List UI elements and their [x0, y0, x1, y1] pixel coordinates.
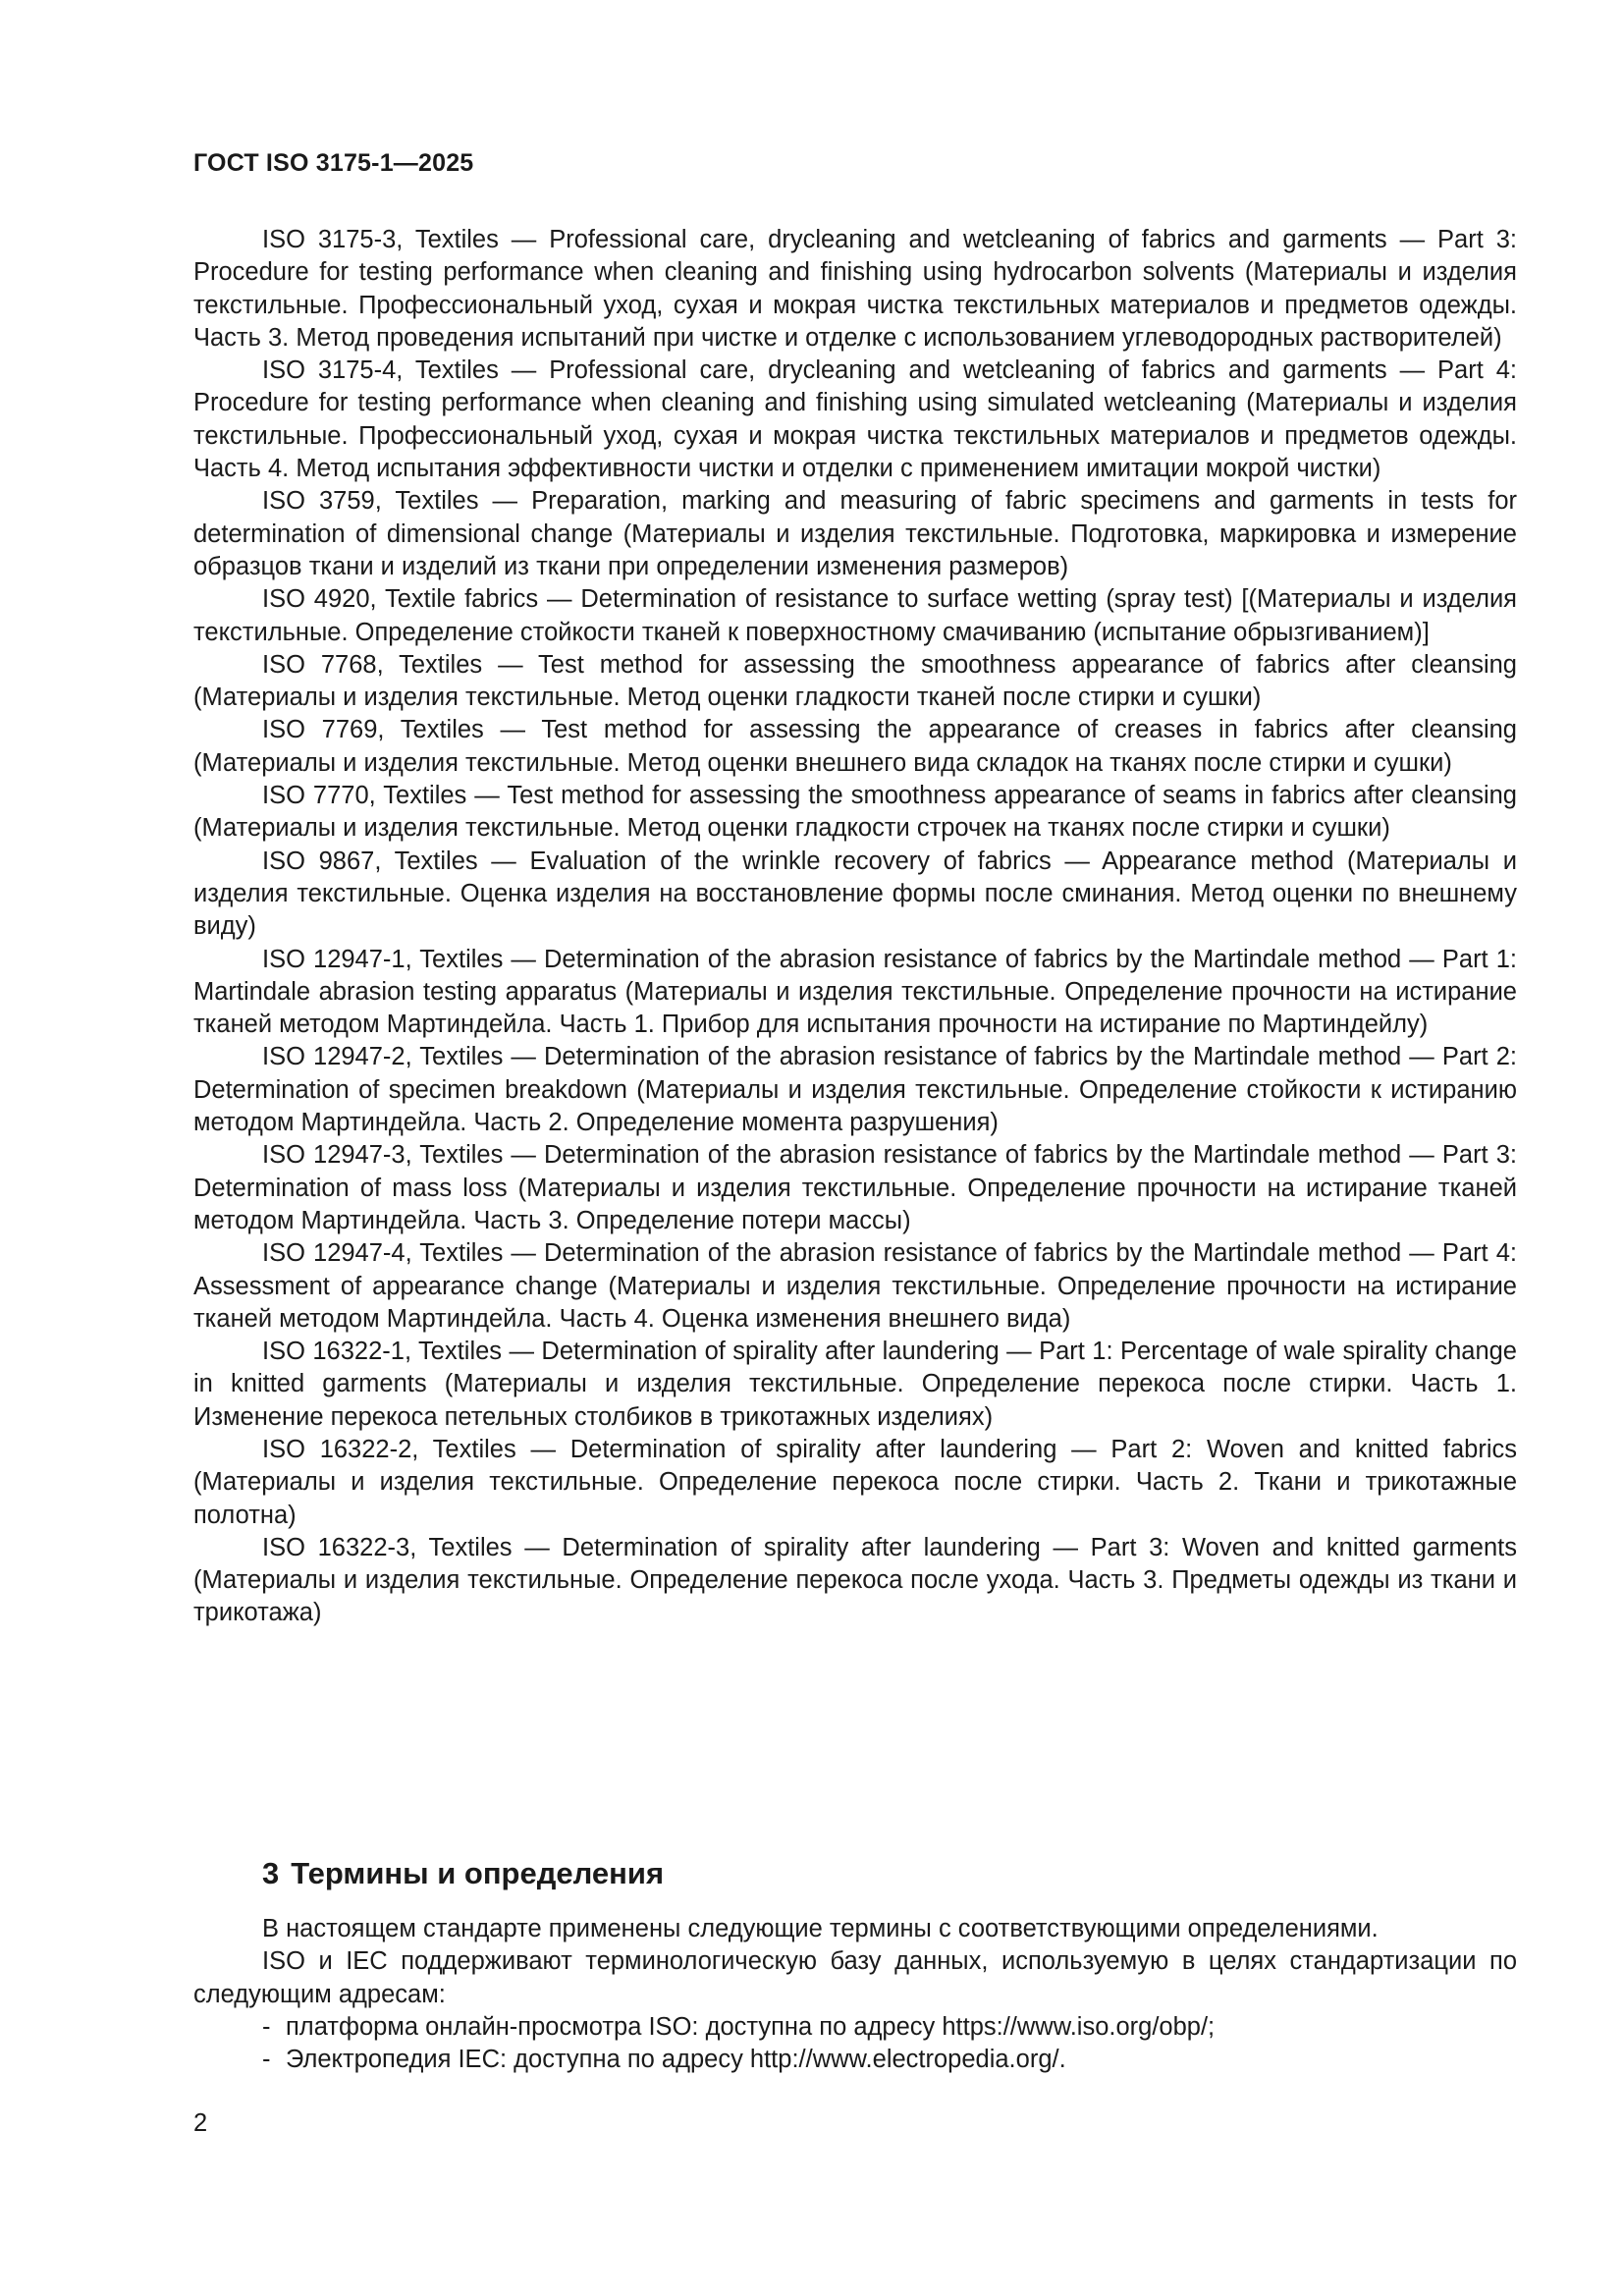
reference-item: ISO 12947-4, Textiles — Determination of the abrasion resistance of fabrics by the Martindale method — Part 4: Assessment of appearance change (Материалы и изделия текстильные. Определение прочности на истирание тканей методом Мартиндейла. Часть 4. Оценка изменения внешнего вида): [193, 1239, 1517, 1333]
section-title-text: Термины и определения: [291, 1856, 665, 1890]
reference-item: ISO 7769, Textiles — Test method for assessing the appearance of creases in fabrics after cleansing (Материалы и изделия текстильные. Метод оценки внешнего вида складок на тканях после стирки и сушки): [193, 716, 1517, 777]
reference-item: ISO 4920, Textile fabrics — Determination of resistance to surface wetting (spray test) [(Материалы и изделия текстильные. Определение стойкости тканей к поверхностному смачиванию (испытание обрызгиванием)]: [193, 585, 1517, 646]
bullet-marker: -: [262, 2012, 271, 2041]
bullet-item: [193, 2011, 1517, 2044]
reference-item: ISO 9867, Textiles — Evaluation of the wrinkle recovery of fabrics — Appearance method (Материалы и изделия текстильные. Оценка изделия на восстановление формы после сминания. Метод оценки по внешнему виду): [193, 847, 1517, 941]
section-number: 3: [262, 1856, 280, 1890]
reference-item: ISO 16322-1, Textiles — Determination of spirality after laundering — Part 1: Percentage of wale spirality change in knitted garments (Материалы и изделия текстильные. Определение перекоса после стирки. Часть 1. Изменение перекоса петельных столбиков в трикотажных изделиях): [193, 1338, 1517, 1431]
page-number: 2: [193, 2109, 208, 2137]
reference-item: ISO 7770, Textiles — Test method for assessing the smoothness appearance of seams in fabrics after cleansing (Материалы и изделия текстильные. Метод оценки гладкости строчек на тканях после стирки и сушки): [193, 782, 1517, 843]
reference-item: ISO 7768, Textiles — Test method for assessing the smoothness appearance of fabrics after cleansing (Материалы и изделия текстильные. Метод оценки гладкости тканей после стирки и сушки): [193, 650, 1517, 712]
bullet-item: [193, 2044, 1517, 2076]
section-heading: [262, 1856, 664, 1891]
bullet-marker: -: [262, 2046, 271, 2074]
section-paragraph: В настоящем стандарте применены следующие термины с соответствующими определениями.: [262, 1915, 1379, 1942]
reference-item: ISO 16322-3, Textiles — Determination of spirality after laundering — Part 3: Woven and knitted garments (Материалы и изделия текстильные. Определение перекоса после ухода. Часть 3. Предметы одежды из ткани и трикотажа): [193, 1533, 1517, 1627]
bullet-text: платформа онлайн-просмотра ISO: доступна по адресу https://www.iso.org/obp/;: [286, 2012, 1216, 2041]
reference-item: ISO 3175-3, Textiles — Professional care, drycleaning and wetcleaning of fabrics and garments — Part 3: Procedure for testing performance when cleaning and finishing using hydrocarbon solvents (Материалы и изделия текстильные. Профессиональный уход, сухая и мокрая чистка текстильных материалов и предметов одежды. Часть 3. Метод проведения испытаний при чистке и отделке с использованием углеводородных растворителей): [193, 226, 1517, 352]
reference-item: ISO 16322-2, Textiles — Determination of spirality after laundering — Part 2: Woven and knitted fabrics (Материалы и изделия текстильные. Определение перекоса после стирки. Часть 2. Ткани и трикотажные полотна): [193, 1435, 1517, 1529]
reference-item: ISO 12947-2, Textiles — Determination of the abrasion resistance of fabrics by the Martindale method — Part 2: Determination of specimen breakdown (Материалы и изделия текстильные. Определение стойкости к истиранию методом Мартиндейла. Часть 2. Определение момента разрушения): [193, 1043, 1517, 1137]
bullet-text: Электропедия IEC: доступна по адресу http://www.electropedia.org/.: [286, 2046, 1066, 2074]
section-paragraph: ISO и IEC поддерживают терминологическую базу данных, используемую в целях стандартизации по следующим адресам:: [193, 1947, 1517, 2008]
reference-item: ISO 12947-3, Textiles — Determination of the abrasion resistance of fabrics by the Martindale method — Part 3: Determination of mass loss (Материалы и изделия текстильные. Определение прочности на истирание тканей методом Мартиндейла. Часть 3. Определение потери массы): [193, 1141, 1517, 1234]
reference-item: ISO 3759, Textiles — Preparation, marking and measuring of fabric specimens and garments in tests for determination of dimensional change (Материалы и изделия текстильные. Подготовка, маркировка и измерение образцов ткани и изделий из ткани при определении изменения размеров): [193, 487, 1517, 580]
reference-item: ISO 12947-1, Textiles — Determination of the abrasion resistance of fabrics by the Martindale method — Part 1: Martindale abrasion testing apparatus (Материалы и изделия текстильные. Определение прочности на истирание тканей методом Мартиндейла. Часть 1. Прибор для испытания прочности на истирание по Мартиндейлу): [193, 945, 1517, 1039]
normative-references-list: [193, 224, 1517, 1630]
reference-item: ISO 3175-4, Textiles — Professional care, drycleaning and wetcleaning of fabrics and garments — Part 4: Procedure for testing performance when cleaning and finishing using simulated wetcleaning (Материалы и изделия текстильные. Профессиональный уход, сухая и мокрая чистка текстильных материалов и предметов одежды. Часть 4. Метод испытания эффективности чистки и отделки с применением имитации мокрой чистки): [193, 356, 1517, 483]
document-header: ГОСТ ISO 3175-1—2025: [193, 149, 474, 177]
section-body: [193, 1913, 1517, 2076]
